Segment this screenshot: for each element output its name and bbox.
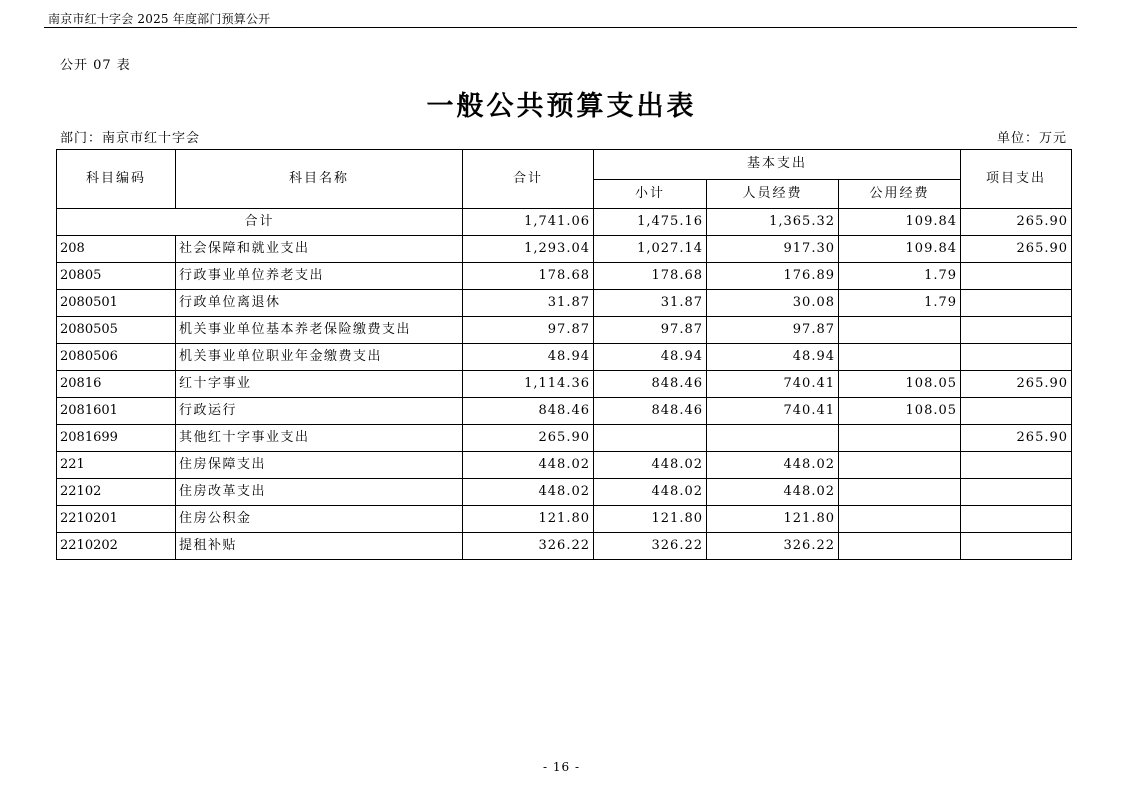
department-label: 部门：南京市红十字会: [60, 131, 201, 146]
cell-subtotal: 326.22: [594, 533, 707, 560]
cell-total: 97.87: [463, 317, 594, 344]
cell-project: [961, 290, 1072, 317]
total-row-public: 109.84: [839, 209, 961, 236]
cell-public: [839, 479, 961, 506]
table-row: [57, 479, 1072, 506]
cell-name: 住房改革支出: [176, 479, 463, 506]
cell-project: [961, 506, 1072, 533]
cell-personnel: 48.94: [707, 344, 839, 371]
table-row: [57, 263, 1072, 290]
total-row-total: 1,741.06: [463, 209, 594, 236]
total-row-label: 合计: [57, 209, 463, 236]
cell-personnel: 121.80: [707, 506, 839, 533]
cell-personnel: 326.22: [707, 533, 839, 560]
total-row-subtotal: 1,475.16: [594, 209, 707, 236]
cell-personnel: 448.02: [707, 479, 839, 506]
col-header-subtotal: 小计: [594, 179, 707, 209]
cell-code: 208: [57, 236, 176, 263]
table-row: [57, 398, 1072, 425]
cell-code: 2080501: [57, 290, 176, 317]
cell-total: 448.02: [463, 479, 594, 506]
cell-name: 住房公积金: [176, 506, 463, 533]
cell-personnel: 97.87: [707, 317, 839, 344]
cell-personnel: 176.89: [707, 263, 839, 290]
table-row: [57, 344, 1072, 371]
table-row: [57, 317, 1072, 344]
cell-personnel: 30.08: [707, 290, 839, 317]
col-header-project: 项目支出: [961, 150, 1072, 209]
cell-name: 住房保障支出: [176, 452, 463, 479]
cell-code: 22102: [57, 479, 176, 506]
cell-subtotal: 448.02: [594, 452, 707, 479]
col-header-personnel: 人员经费: [707, 179, 839, 209]
table-header: [57, 150, 1072, 209]
cell-public: 108.05: [839, 398, 961, 425]
cell-subtotal: 848.46: [594, 371, 707, 398]
cell-name: 机关事业单位基本养老保险缴费支出: [176, 317, 463, 344]
table-body: [57, 209, 1072, 560]
cell-project: 265.90: [961, 425, 1072, 452]
cell-name: 机关事业单位职业年金缴费支出: [176, 344, 463, 371]
cell-project: [961, 452, 1072, 479]
col-header-code: 科目编码: [57, 150, 176, 209]
cell-personnel: 740.41: [707, 371, 839, 398]
cell-project: [961, 398, 1072, 425]
col-header-name: 科目名称: [176, 150, 463, 209]
cell-project: [961, 479, 1072, 506]
table-row: [57, 506, 1072, 533]
table-row: [57, 425, 1072, 452]
cell-name: 行政运行: [176, 398, 463, 425]
cell-public: 108.05: [839, 371, 961, 398]
cell-code: 2081601: [57, 398, 176, 425]
table-row: [57, 371, 1072, 398]
page-title: 一般公共预算支出表: [426, 91, 697, 122]
cell-total: 1,114.36: [463, 371, 594, 398]
cell-code: 221: [57, 452, 176, 479]
cell-total: 848.46: [463, 398, 594, 425]
cell-total: 326.22: [463, 533, 594, 560]
cell-total: 1,293.04: [463, 236, 594, 263]
cell-project: [961, 533, 1072, 560]
cell-public: [839, 344, 961, 371]
cell-public: [839, 452, 961, 479]
cell-personnel: 448.02: [707, 452, 839, 479]
col-header-public: 公用经费: [839, 179, 961, 209]
total-row: [57, 209, 1072, 236]
cell-name: 其他红十字事业支出: [176, 425, 463, 452]
table-row: [57, 290, 1072, 317]
cell-total: 265.90: [463, 425, 594, 452]
cell-subtotal: 448.02: [594, 479, 707, 506]
cell-public: 1.79: [839, 263, 961, 290]
cell-project: 265.90: [961, 371, 1072, 398]
cell-project: [961, 344, 1072, 371]
cell-public: [839, 425, 961, 452]
col-header-basic: 基本支出: [594, 150, 961, 180]
cell-code: 2080506: [57, 344, 176, 371]
cell-personnel: 740.41: [707, 398, 839, 425]
cell-name: 提租补贴: [176, 533, 463, 560]
cell-subtotal: 848.46: [594, 398, 707, 425]
cell-total: 121.80: [463, 506, 594, 533]
cell-subtotal: 121.80: [594, 506, 707, 533]
cell-subtotal: 97.87: [594, 317, 707, 344]
cell-subtotal: 178.68: [594, 263, 707, 290]
cell-total: 178.68: [463, 263, 594, 290]
cell-project: 265.90: [961, 236, 1072, 263]
cell-public: [839, 506, 961, 533]
cell-project: [961, 317, 1072, 344]
cell-code: 20816: [57, 371, 176, 398]
total-row-project: 265.90: [961, 209, 1072, 236]
cell-name: 行政单位离退休: [176, 290, 463, 317]
cell-subtotal: 48.94: [594, 344, 707, 371]
cell-name: 红十字事业: [176, 371, 463, 398]
cell-subtotal: 31.87: [594, 290, 707, 317]
table-row: [57, 533, 1072, 560]
total-row-personnel: 1,365.32: [707, 209, 839, 236]
cell-total: 448.02: [463, 452, 594, 479]
table-row: [57, 452, 1072, 479]
budget-table: [56, 149, 1072, 560]
cell-code: 2210201: [57, 506, 176, 533]
unit-label: 单位：万元: [996, 131, 1067, 146]
table-number: 公开 07 表: [60, 58, 131, 73]
page-number: - 16 -: [542, 760, 580, 774]
cell-public: [839, 317, 961, 344]
cell-name: 社会保障和就业支出: [176, 236, 463, 263]
cell-code: 20805: [57, 263, 176, 290]
cell-personnel: 917.30: [707, 236, 839, 263]
cell-total: 48.94: [463, 344, 594, 371]
cell-public: 109.84: [839, 236, 961, 263]
cell-code: 2080505: [57, 317, 176, 344]
cell-code: 2210202: [57, 533, 176, 560]
cell-personnel: [707, 425, 839, 452]
cell-code: 2081699: [57, 425, 176, 452]
cell-subtotal: [594, 425, 707, 452]
cell-subtotal: 1,027.14: [594, 236, 707, 263]
header-rule: [44, 27, 1077, 28]
table-row: [57, 236, 1072, 263]
cell-project: [961, 263, 1072, 290]
running-head: 南京市红十字会 2025 年度部门预算公开: [48, 12, 271, 26]
cell-total: 31.87: [463, 290, 594, 317]
col-header-total: 合计: [463, 150, 594, 209]
cell-public: 1.79: [839, 290, 961, 317]
cell-public: [839, 533, 961, 560]
cell-name: 行政事业单位养老支出: [176, 263, 463, 290]
